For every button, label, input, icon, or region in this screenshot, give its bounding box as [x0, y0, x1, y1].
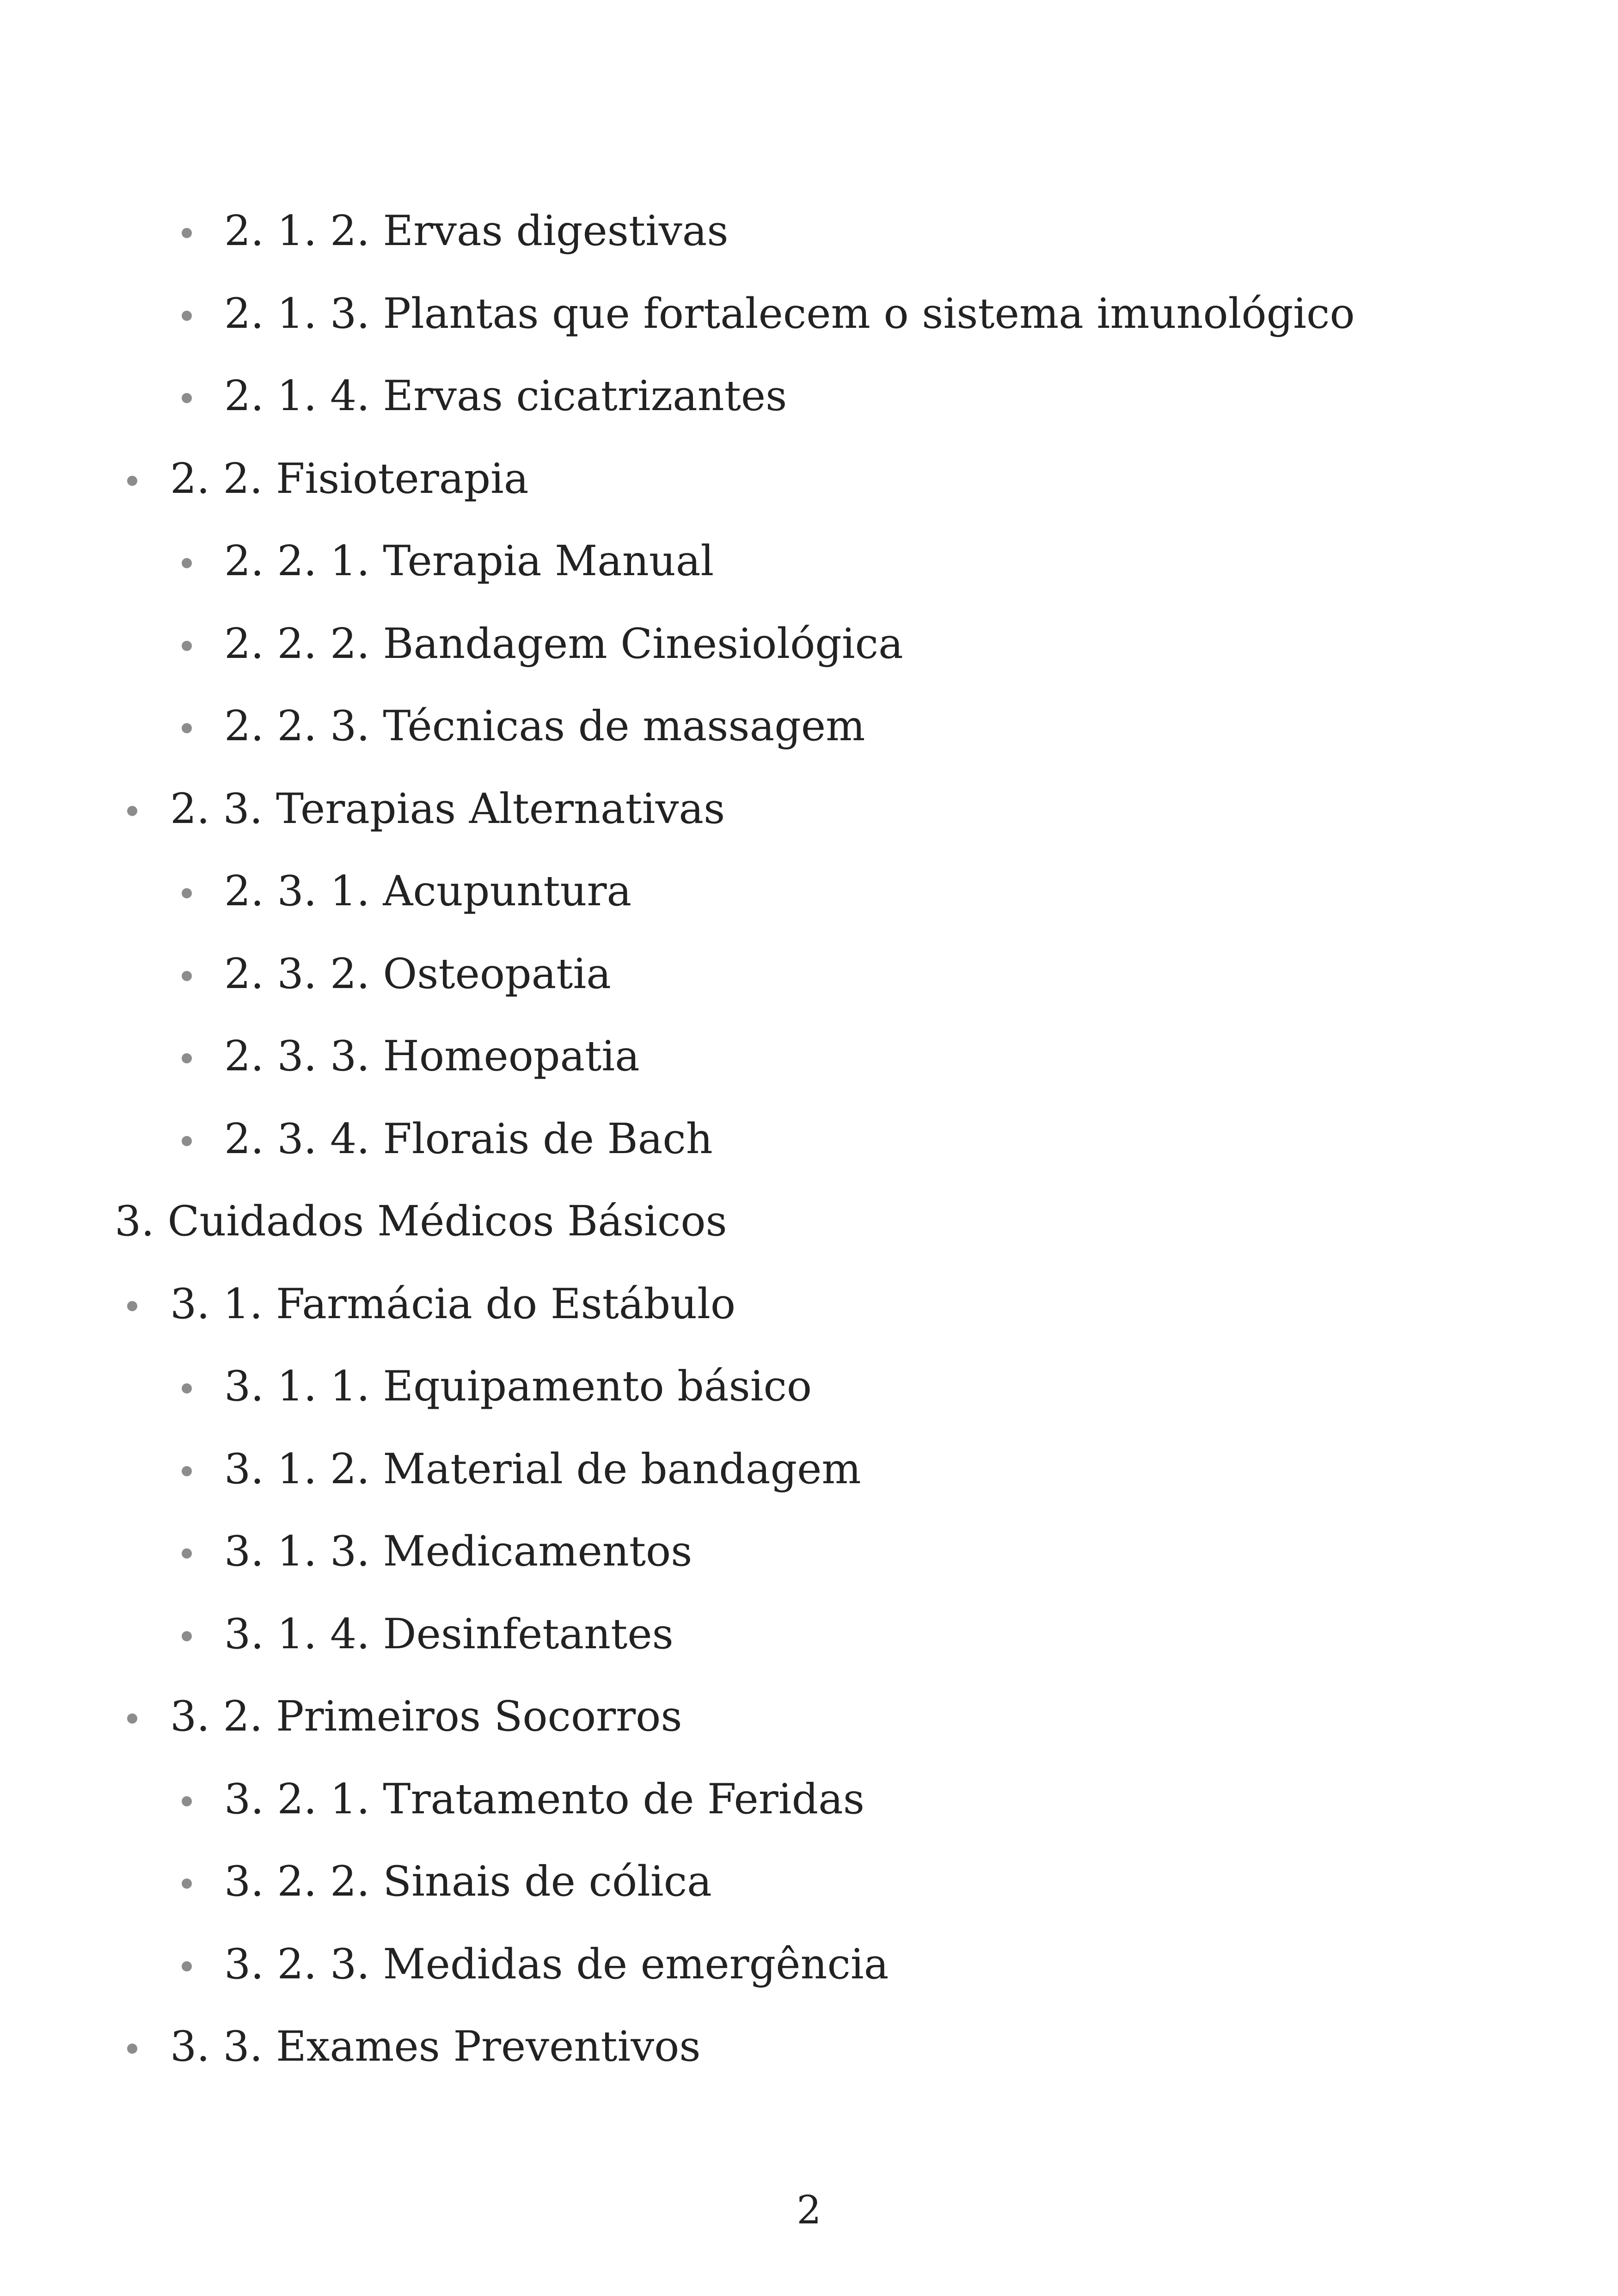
bullet-icon	[182, 1136, 192, 1146]
bullet-icon	[127, 1301, 137, 1311]
toc-entry-label: 2. 3. 1. Acupuntura	[224, 867, 632, 915]
bullet-icon	[182, 1053, 192, 1063]
toc-entry-label: 2. 3. 2. Osteopatia	[224, 950, 611, 998]
toc-entry-label: 3. 3. Exames Preventivos	[170, 2022, 701, 2071]
bullet-icon	[127, 2044, 137, 2054]
bullet-icon	[182, 1796, 192, 1806]
toc-entry-label: 3. 2. 1. Tratamento de Feridas	[224, 1775, 865, 1823]
bullet-icon	[182, 1961, 192, 1971]
toc-entry-label: 2. 1. 3. Plantas que fortalecem o sistema imunológico	[224, 289, 1355, 338]
toc-entry-label: 3. 2. 2. Sinais de cólica	[224, 1857, 712, 1906]
toc-entry-label: 3. 1. 3. Medicamentos	[224, 1527, 693, 1576]
toc-entry-label: 3. 1. 4. Desinfetantes	[224, 1610, 674, 1658]
page-number: 2	[797, 2187, 821, 2233]
toc-entry-label: 2. 1. 4. Ervas cicatrizantes	[224, 372, 787, 420]
bullet-icon	[127, 806, 137, 816]
bullet-icon	[182, 311, 192, 321]
bullet-icon	[127, 1713, 137, 1724]
bullet-icon	[182, 1548, 192, 1559]
toc-entry-label: 2. 3. 4. Florais de Bach	[224, 1115, 713, 1163]
bullet-icon	[182, 641, 192, 651]
toc-entry-label: 2. 2. Fisioterapia	[170, 454, 529, 503]
toc-entry-label: 3. 1. Farmácia do Estábulo	[170, 1280, 736, 1328]
toc-entry-label: 3. 1. 1. Equipamento básico	[224, 1362, 812, 1411]
bullet-icon	[182, 558, 192, 568]
toc-entry-label: 2. 3. Terapias Alternativas	[170, 785, 725, 833]
bullet-icon	[127, 476, 137, 486]
bullet-icon	[182, 228, 192, 238]
toc-entry-label: 2. 3. 3. Homeopatia	[224, 1032, 640, 1080]
bullet-icon	[182, 723, 192, 733]
toc-entry-label: 2. 2. 2. Bandagem Cinesiológica	[224, 620, 903, 668]
bullet-icon	[182, 1879, 192, 1889]
toc-entry-label: 2. 1. 2. Ervas digestivas	[224, 207, 729, 255]
toc-entry-label: 3. 2. 3. Medidas de emergência	[224, 1940, 889, 1989]
bullet-icon	[182, 1631, 192, 1641]
bullet-icon	[182, 888, 192, 898]
toc-entry-label: 3. 2. Primeiros Socorros	[170, 1692, 682, 1741]
bullet-icon	[182, 393, 192, 403]
bullet-icon	[182, 1466, 192, 1476]
toc-entry-label: 3. Cuidados Médicos Básicos	[115, 1197, 727, 1246]
toc-entry-label: 2. 2. 3. Técnicas de massagem	[224, 702, 865, 750]
bullet-icon	[182, 1383, 192, 1394]
toc-entry-label: 3. 1. 2. Material de bandagem	[224, 1445, 861, 1493]
bullet-icon	[182, 971, 192, 981]
toc-entry-label: 2. 2. 1. Terapia Manual	[224, 537, 714, 585]
